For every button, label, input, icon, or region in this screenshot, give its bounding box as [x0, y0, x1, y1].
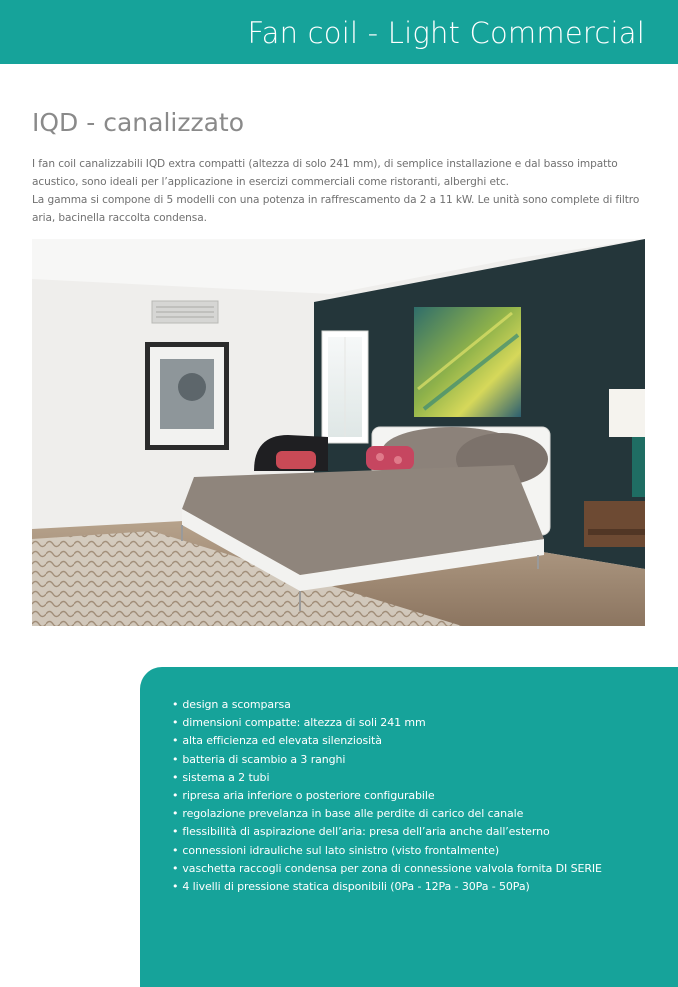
- bedroom-photo: [32, 239, 645, 626]
- intro-text: [32, 155, 644, 227]
- intro-paragraph-1: I fan coil canalizzabili IQD extra compatti (altezza di solo 241 mm), di semplice installazione e dal basso impatto acustico, sono ideali per l’applicazione in esercizi commerciali come ristoranti, alberghi etc.: [32, 158, 618, 188]
- accent-pillow: [366, 446, 414, 470]
- feature-item: • alta efficienza ed elevata silenziosità: [172, 732, 602, 750]
- feature-item: • design a scomparsa: [172, 696, 602, 714]
- painting: [414, 307, 521, 417]
- feature-item: • sistema a 2 tubi: [172, 769, 602, 787]
- features-list: [172, 696, 602, 896]
- feature-item: • vaschetta raccogli condensa per zona di connessione valvola fornita DI SERIE: [172, 860, 602, 878]
- nightstand: [584, 501, 645, 547]
- page-title: IQD - canalizzato: [32, 108, 244, 137]
- feature-item: • flessibilità di aspirazione dell’aria: presa dell’aria anche dall’esterno: [172, 823, 602, 841]
- feature-item: • ripresa aria inferiore o posteriore configurabile: [172, 787, 602, 805]
- feature-item: • connessioni idrauliche sul lato sinistro (visto frontalmente): [172, 842, 602, 860]
- lamp-base: [632, 437, 645, 497]
- feature-item: • batteria di scambio a 3 ranghi: [172, 751, 602, 769]
- feature-item: • dimensioni compatte: altezza di soli 241 mm: [172, 714, 602, 732]
- intro-paragraph-2: La gamma si compone di 5 modelli con una potenza in raffrescamento da 2 a 11 kW. Le unità sono complete di filtro aria, bacinella raccolta condensa.: [32, 194, 640, 224]
- header-title: Fan coil - Light Commercial: [247, 16, 645, 50]
- lamp-shade: [609, 389, 645, 437]
- feature-item: • regolazione prevelanza in base alle perdite di carico del canale: [172, 805, 602, 823]
- feature-item: • 4 livelli di pressione statica disponibili (0Pa - 12Pa - 30Pa - 50Pa): [172, 878, 602, 896]
